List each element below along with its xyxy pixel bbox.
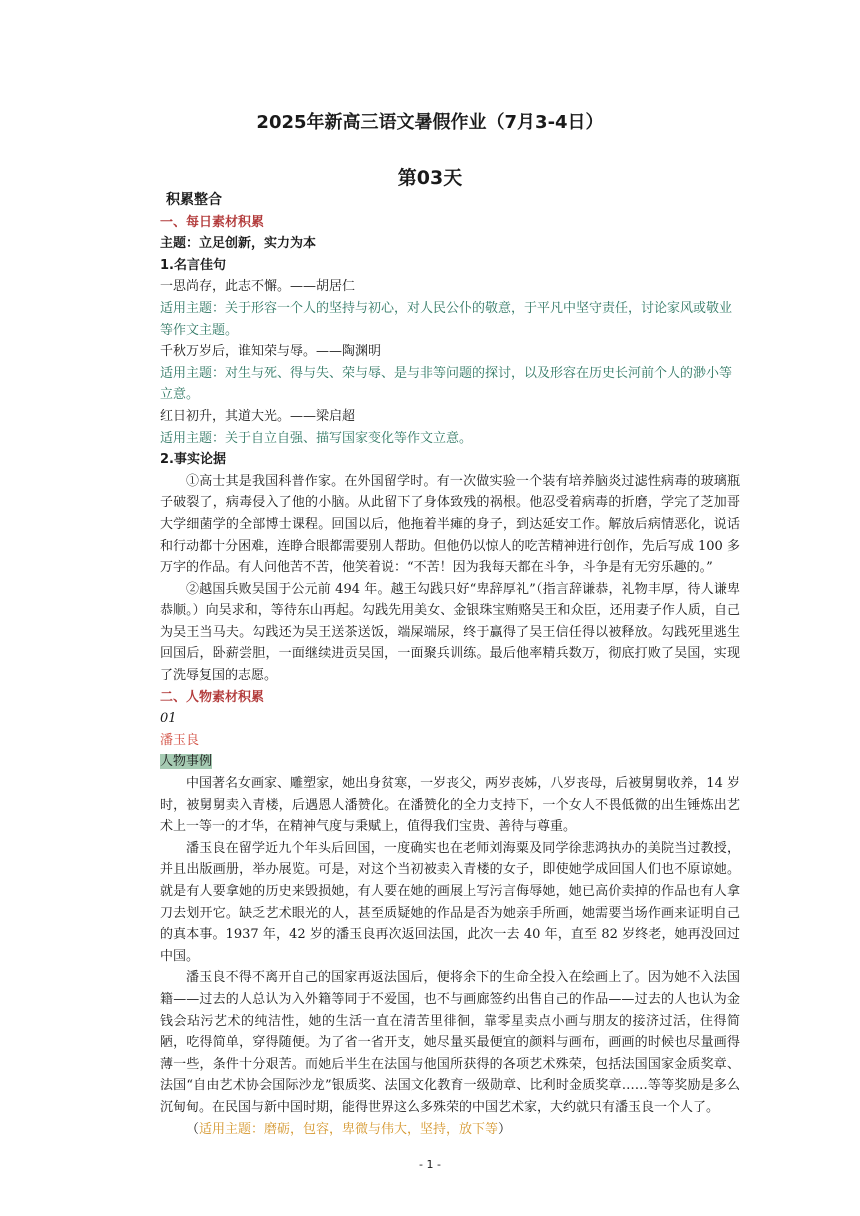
story-label: 人物事例 xyxy=(160,754,213,770)
quote-1: 一思尚存，此志不懈。——胡居仁 xyxy=(160,279,356,295)
quotes-heading: 1.名言佳句 xyxy=(160,257,226,273)
section1-theme: 主题：立足创新，实力为本 xyxy=(160,236,317,252)
story-paragraph-1: 中国著名女画家、雕塑家，她出身贫寒，一岁丧父，两岁丧姊，八岁丧母，后被舅舅收养，14 岁时，被舅舅卖入青楼，后遇恩人潘赞化。在潘赞化的全力支持下，一个女人不畏低微的出生锤炼出艺术上一等一的才华，在精神气度与秉赋上，值得我们宝贵、善待与尊重。 xyxy=(160,776,740,835)
quote-1-usage: 适用主题：关于形容一个人的坚持与初心，对人民公仆的敬意，于平凡中坚守责任，讨论家风或敬业等作文主题。 xyxy=(160,300,733,338)
person-name: 潘玉良 xyxy=(160,732,200,748)
section1-heading: 一、每日素材积累 xyxy=(160,214,265,230)
story-paragraph-2: 潘玉良在留学近九个年头后回国，一度确实也在老师刘海粟及同学徐悲鸿执办的美院当过教授，并且出版画册，举办展览。可是，对这个当初被卖入青楼的女子，即使她学成回国人们也不原谅她。就是有人要拿她的历史来毁损她，有人要在她的画展上写污言侮辱她，她已高价卖掉的作品也有人拿刀去划开它。缺乏艺术眼光的人，甚至质疑她的作品是否为她亲手所画，她需要当场作画来证明自己的真本事。1937 年，42 岁的潘玉良再次返回法国，此次一去 40 年，直至 82 岁终老，她再没回过中国。 xyxy=(160,840,740,964)
document-body xyxy=(160,190,740,1140)
fact-1: ①高士其是我国科普作家。在外国留学时。有一次做实验一个装有培养脑炎过滤性病毒的玻璃瓶子破裂了，病毒侵入了他的小脑。从此留下了身体致残的祸根。他忍受着病毒的折磨，学完了芝加哥大学细菌学的全部博士课程。回国以后，他拖着半瘫的身子，到达延安工作。解放后病情恶化，说话和行动都十分困难，连睁合眼都需要别人帮助。但他仍以惊人的吃苦精神进行创作，先后写成 100 多万字的作品。有人问他苦不苦，他笑着说：“不苦！因为我每天都在斗争，斗争是有无穷乐趣的。” xyxy=(160,473,740,576)
quote-2: 千秋万岁后，谁知荣与辱。——陶渊明 xyxy=(160,344,382,360)
story-paragraph-3: 潘玉良不得不离开自己的国家再返法国后，便将余下的生命全投入在绘画上了。因为她不入法国籍——过去的人总认为入外籍等同于不爱国，也不与画廊签约出售自己的作品——过去的人也认为金钱会玷污艺术的纯洁性，她的生活一直在清苦里徘徊，靠零星卖点小画与朋友的接济过活，住得简陋，吃得简单，穿得随便。为了省一省开支，她尽量买最便宜的颜料与画布，画画的时候也尽量画得薄一些，条件十分艰苦。而她后半生在法国与他国所获得的各项艺术殊荣，包括法国国家金质奖章、法国“自由艺术协会国际沙龙”银质奖、法国文化教育一级勋章、比利时金质奖章……等等奖励是多么沉甸甸。在民国与新中国时期，能得世界这么多殊荣的中国艺术家，大约就只有潘玉良一个人了。 xyxy=(160,970,740,1115)
person-number: 01 xyxy=(160,711,177,727)
usage-note: （适用主题：磨砺，包容，卑微与伟大，坚持，放下等） xyxy=(186,1121,512,1137)
quote-3: 红日初升，其道大光。——梁启超 xyxy=(160,408,356,424)
page-number: - 1 - xyxy=(419,1158,441,1171)
day-heading: 第03天 xyxy=(397,167,463,189)
story-label-line xyxy=(160,751,740,773)
usage-themes: 适用主题：磨砺，包容，卑微与伟大，坚持，放下等 xyxy=(199,1121,499,1137)
quote-2-usage: 适用主题：对生与死、得与失、荣与辱、是与非等问题的探讨，以及形容在历史长河前个人的渺小等立意。 xyxy=(160,365,733,403)
quote-3-usage: 适用主题：关于自立自强、描写国家变化等作文立意。 xyxy=(160,430,473,446)
fact-2: ②越国兵败吴国于公元前 494 年。越王勾践只好“卑辞厚礼”（指言辞谦恭，礼物丰厚，待人谦卑恭顺。）向吴求和，等待东山再起。勾践先用美女、金银珠宝贿赂吴王和众臣，还用妻子作人质，自己为吴王当马夫。勾践还为吴王送茶送饭，端屎端尿，终于赢得了吴王信任得以被释放。勾践死里逃生回国后，卧薪尝胆，一面继续进贡吴国，一面聚兵训练。最后他率精兵数万，彻底打败了吴国，实现了洗辱复国的志愿。 xyxy=(160,581,740,684)
section-accumulate: 积累整合 xyxy=(166,192,222,208)
facts-heading: 2.事实论据 xyxy=(160,452,226,468)
section2-heading: 二、人物素材积累 xyxy=(160,689,265,705)
document-title: 2025年新高三语文暑假作业（7月3-4日） xyxy=(256,112,604,133)
